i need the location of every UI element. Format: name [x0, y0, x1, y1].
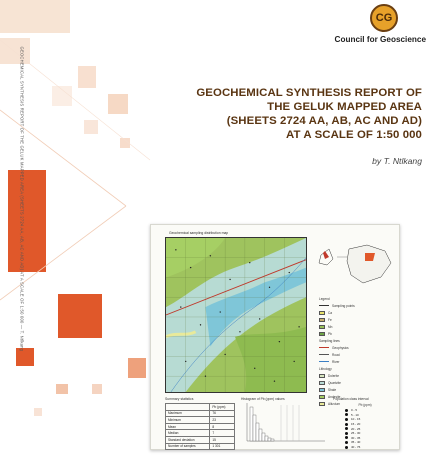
legend-row-12	[319, 379, 399, 386]
legend-swatch	[319, 311, 325, 315]
spine-text: GEOCHEMICAL SYNTHESIS REPORT OF THE GELUK MAPPED AREA (SHEETS 2724 AA, AB, AC AND AD) AT A SCALE OF 1:50 000 — T. Ntlkang	[19, 46, 25, 352]
legend-label: Shale	[328, 387, 337, 392]
population-dot	[345, 446, 348, 449]
histogram-panel	[241, 397, 327, 445]
population-label: 10 - 15	[351, 417, 361, 422]
stats-header-cell	[166, 404, 210, 411]
legend-swatch	[319, 374, 325, 378]
stats-table	[165, 403, 235, 450]
stats-title: Summary statistics	[165, 397, 194, 401]
legend-label: Quartzite	[328, 380, 341, 385]
legend-row-11	[319, 372, 399, 379]
legend-row-0	[319, 295, 399, 302]
legend-row-3	[319, 316, 399, 323]
report-title-line-1: GEOCHEMICAL SYNTHESIS REPORT OF	[196, 87, 422, 99]
population-row	[333, 445, 397, 450]
population-title: Population class interval	[333, 397, 369, 401]
council-logo-icon: CG	[370, 4, 398, 32]
histogram-title: Histogram of Pb (ppm) values	[241, 397, 285, 401]
population-label: 35 - 40	[351, 440, 361, 445]
population-dot	[345, 409, 348, 412]
legend-line	[319, 347, 329, 348]
legend-row-1	[319, 302, 399, 309]
legend-label: Alluvium	[328, 401, 341, 406]
population-dot	[345, 436, 348, 439]
population-label: 30 - 35	[351, 435, 361, 440]
report-author: by T. Ntlkang	[372, 156, 422, 166]
report-title	[122, 86, 422, 142]
stats-cell: 15	[210, 436, 235, 443]
legend-line	[319, 361, 329, 362]
legend-label: Fe	[328, 317, 332, 322]
stats-row	[166, 430, 235, 437]
stats-cell: Maximum	[166, 410, 210, 417]
legend-row-10	[319, 365, 399, 372]
report-title-line-2: THE GELUK MAPPED AREA	[267, 101, 422, 113]
legend-row-6	[319, 337, 399, 344]
stats-cell: 1 301	[210, 443, 235, 450]
legend-label: Dolerite	[328, 373, 339, 378]
stats-cell: Number of samples	[166, 443, 210, 450]
stats-cell: Standard deviation	[166, 436, 210, 443]
geochemical-map-graphic	[166, 238, 306, 392]
report-title-line-3: (SHEETS 2724 AA, AB, AC AND AD)	[226, 115, 422, 127]
legend-line	[319, 305, 329, 306]
population-dot	[345, 427, 348, 430]
population-head: Pb (ppm)	[358, 403, 372, 407]
legend-label: Sampling points	[332, 303, 355, 308]
stats-row	[166, 417, 235, 424]
stats-row	[166, 410, 235, 417]
population-dot	[345, 441, 348, 444]
legend-row-2	[319, 309, 399, 316]
stats-cell: Minimum	[166, 417, 210, 424]
stats-header-row	[166, 404, 235, 411]
stats-cell: 7	[210, 430, 235, 437]
summary-statistics	[165, 397, 235, 450]
population-label: 40 - 76	[351, 445, 361, 450]
population-class-panel	[333, 397, 397, 449]
legend-row-5	[319, 330, 399, 337]
stats-cell: 76	[210, 410, 235, 417]
population-label: 5 - 10	[351, 412, 359, 417]
population-label: 15 - 20	[351, 422, 361, 427]
report-title-line-4: AT A SCALE OF 1:50 000	[286, 129, 422, 141]
legend-label: Road	[332, 352, 340, 357]
population-label: 20 - 25	[351, 426, 361, 431]
legend-row-4	[319, 323, 399, 330]
legend-swatch	[319, 318, 325, 322]
legend-label: Sampling lines	[319, 338, 340, 343]
population-dot	[345, 413, 348, 416]
geochemical-map	[165, 237, 307, 393]
locality-inset-map	[315, 241, 397, 289]
legend-swatch	[319, 381, 325, 385]
map-legend	[319, 295, 399, 407]
legend-label: Geophysics	[332, 345, 349, 350]
brand-name: Council for Geoscience	[334, 35, 426, 44]
legend-label: Legend	[319, 296, 330, 301]
poster-title: Geochemical sampling distribution map	[169, 231, 229, 235]
population-dot	[345, 418, 348, 421]
stats-cell: Median	[166, 430, 210, 437]
legend-label: Pb	[328, 331, 332, 336]
population-dot	[345, 423, 348, 426]
legend-row-7	[319, 344, 399, 351]
legend-row-13	[319, 386, 399, 393]
map-poster	[150, 224, 400, 450]
legend-label: Lithology	[319, 366, 332, 371]
locality-inset-graphic	[315, 241, 397, 289]
stats-cell: 8	[210, 423, 235, 430]
legend-swatch	[319, 388, 325, 392]
population-dot	[345, 432, 348, 435]
population-label: 0 - 5	[351, 408, 358, 413]
stats-row	[166, 436, 235, 443]
legend-swatch	[319, 325, 325, 329]
legend-label: Ca	[328, 310, 333, 315]
stats-row	[166, 423, 235, 430]
legend-label: River	[332, 359, 340, 364]
stats-cell: 23	[210, 417, 235, 424]
legend-line	[319, 354, 329, 355]
stats-row	[166, 443, 235, 450]
legend-row-9	[319, 358, 399, 365]
population-label: 25 - 30	[351, 431, 361, 436]
legend-swatch	[319, 332, 325, 336]
stats-header-cell: Pb (ppm)	[210, 404, 235, 411]
stats-cell: Mean	[166, 423, 210, 430]
histogram-graphic	[241, 401, 327, 445]
legend-row-8	[319, 351, 399, 358]
legend-label: Mn	[328, 324, 333, 329]
legend-label: Andesite	[328, 394, 341, 399]
